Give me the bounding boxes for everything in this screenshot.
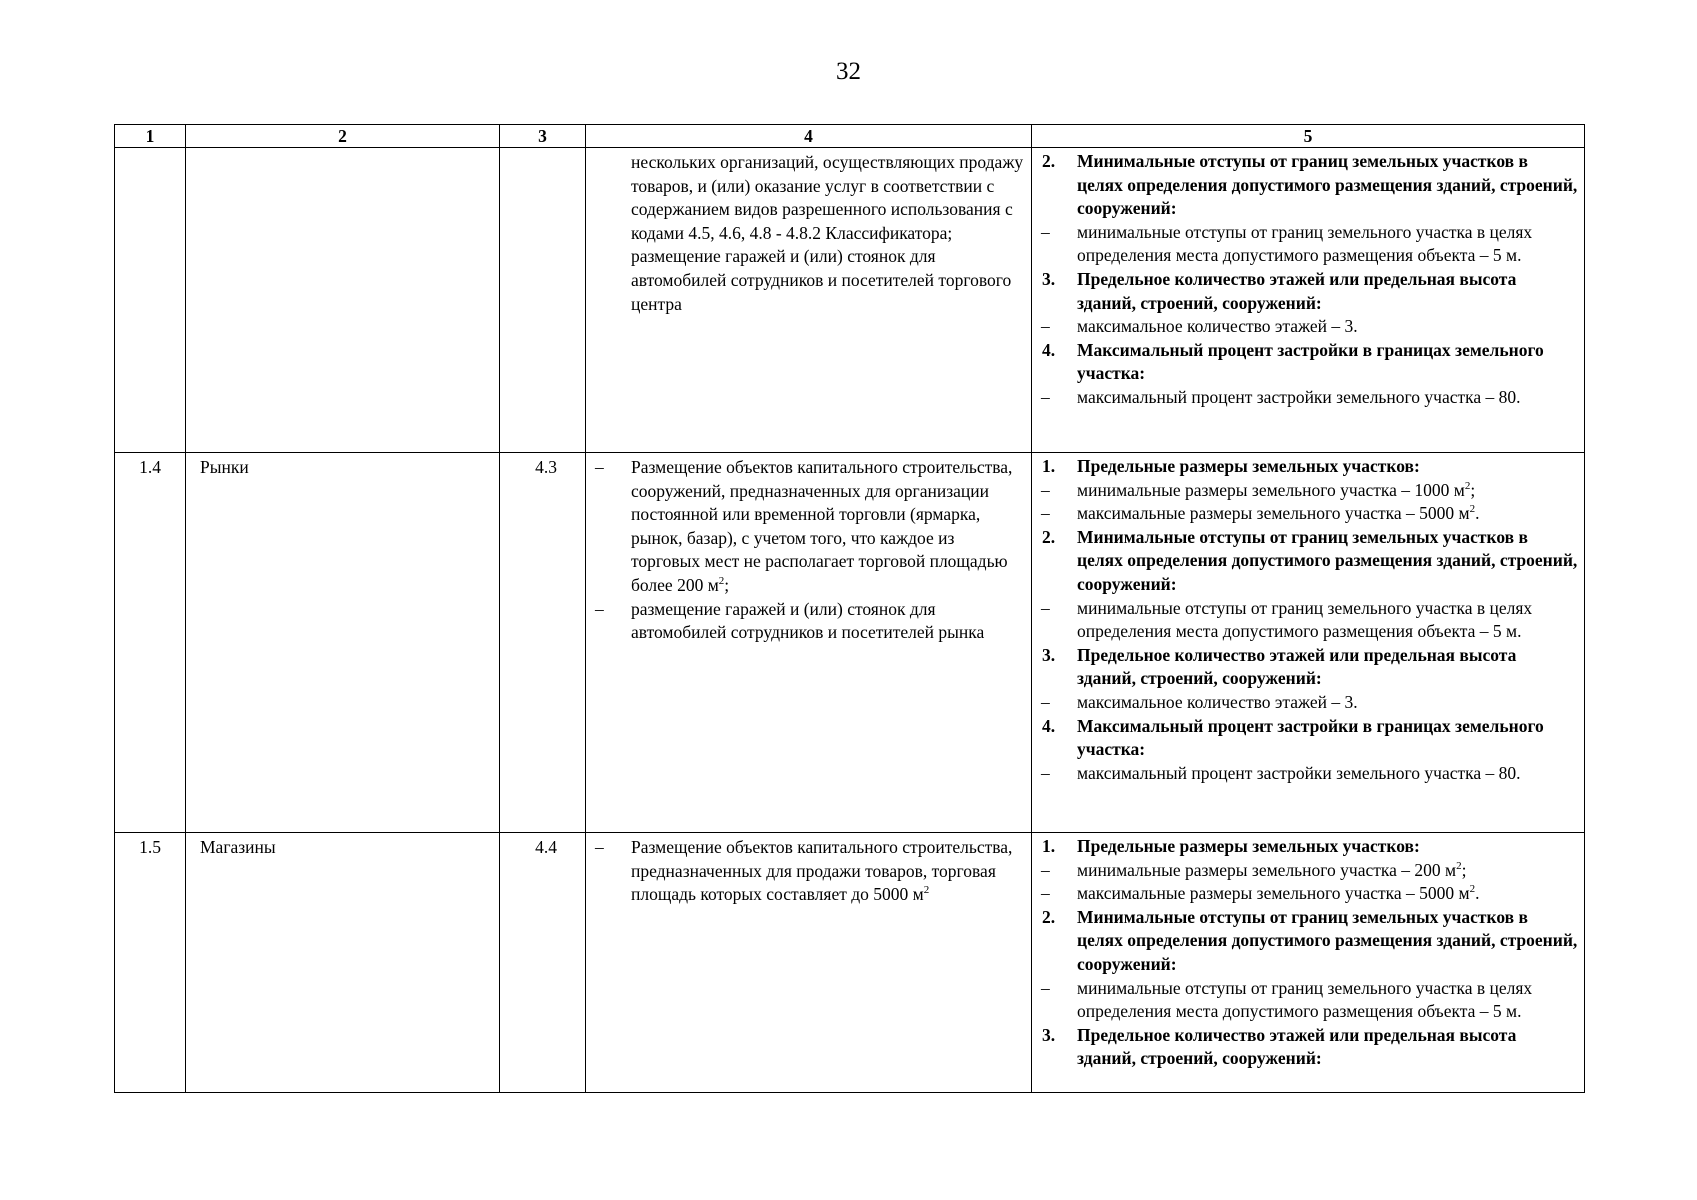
parameter-item	[1032, 977, 1578, 1024]
section-number: 2.	[1042, 526, 1056, 547]
parameter-text: Предельное количество этажей или предельная высота зданий, строений, сооружений:	[1077, 644, 1517, 689]
parameter-heading	[1032, 1024, 1578, 1071]
parameter-item	[1032, 221, 1578, 268]
header-cell: 5	[1032, 125, 1585, 148]
dash-marker: –	[1041, 503, 1050, 524]
use-code-cell: 4.3	[500, 453, 586, 833]
parameter-heading	[1032, 906, 1578, 977]
parameter-heading	[1032, 835, 1578, 859]
parameter-item	[1032, 386, 1578, 410]
parameter-item	[1032, 502, 1578, 526]
section-number: 4.	[1042, 339, 1056, 360]
parameters-cell	[1032, 148, 1585, 453]
dash-marker: –	[595, 457, 604, 477]
parameter-heading	[1032, 526, 1578, 597]
header-cell: 3	[500, 125, 586, 148]
parameter-text: минимальные размеры земельного участка – 200 м	[1077, 859, 1457, 880]
page-number: 32	[836, 58, 861, 85]
description-text: Размещение объектов капитального строительства, предназначенных для продажи товаров, торговая площадь которых составляет до 5000 м	[631, 837, 1013, 905]
use-name-cell: Магазины	[186, 833, 500, 1093]
parameters-cell	[1032, 453, 1585, 833]
dash-marker: –	[1041, 691, 1050, 712]
parameter-text: максимальные размеры земельного участка – 5000 м	[1077, 883, 1470, 904]
description-item	[586, 598, 1025, 645]
parameter-text: Предельные размеры земельных участков:	[1077, 836, 1420, 856]
description-cell	[586, 453, 1032, 833]
parameter-heading	[1032, 455, 1578, 479]
dash-marker: –	[1041, 479, 1050, 500]
parameter-text: максимальный процент застройки земельного участка – 80.	[1077, 386, 1521, 407]
use-code-cell	[500, 148, 586, 453]
punctuation: ;	[1470, 479, 1476, 500]
section-number: 3.	[1042, 268, 1056, 289]
parameter-heading	[1032, 339, 1578, 386]
superscript: 2	[923, 884, 930, 897]
parameter-item	[1032, 762, 1578, 786]
punctuation: .	[1475, 883, 1480, 904]
table-row	[115, 148, 1585, 453]
regulations-table	[114, 124, 1585, 1093]
use-name-cell	[186, 148, 500, 453]
dash-marker: –	[595, 837, 604, 857]
dash-marker: –	[1041, 316, 1050, 337]
description-cell	[586, 148, 1032, 453]
superscript: 2	[1456, 859, 1462, 872]
section-number: 2.	[1042, 151, 1056, 171]
parameter-item	[1032, 859, 1578, 883]
section-number: 3.	[1042, 644, 1056, 665]
parameter-text: Максимальный процент застройки в границах земельного участка:	[1077, 339, 1544, 384]
dash-marker: –	[1041, 883, 1050, 904]
parameter-text: минимальные отступы от границ земельного участка в целях определения места допустимого размещения объекта – 5 м.	[1077, 977, 1533, 1022]
dash-marker: –	[1041, 221, 1050, 242]
punctuation: ;	[724, 574, 730, 595]
row-number-cell: 1.4	[115, 453, 186, 833]
parameter-text: максимальное количество этажей – 3.	[1077, 691, 1358, 712]
section-number: 2.	[1042, 906, 1056, 927]
parameter-heading	[1032, 644, 1578, 691]
description-item	[586, 836, 1025, 907]
use-name-cell: Рынки	[186, 453, 500, 833]
dash-marker: –	[1041, 859, 1050, 880]
parameter-text: Минимальные отступы от границ земельных участков в целях определения допустимого размещения зданий, строений, сооружений:	[1077, 906, 1578, 974]
header-cell: 4	[586, 125, 1032, 148]
parameter-text: минимальные размеры земельного участка – 1000 м	[1077, 479, 1465, 500]
superscript: 2	[718, 575, 725, 588]
description-item	[586, 456, 1025, 598]
parameter-item	[1032, 882, 1578, 906]
description-text: размещение гаражей и (или) стоянок для автомобилей сотрудников и посетителей рынка	[631, 598, 985, 643]
dash-marker: –	[595, 598, 604, 619]
parameter-item	[1032, 691, 1578, 715]
table-row	[115, 833, 1585, 1093]
parameter-text: минимальные отступы от границ земельного участка в целях определения места допустимого размещения объекта – 5 м.	[1077, 221, 1533, 266]
dash-marker: –	[1041, 762, 1050, 783]
parameter-heading	[1032, 268, 1578, 315]
parameter-item	[1032, 597, 1578, 644]
section-number: 1.	[1042, 456, 1056, 476]
description-text: Размещение объектов капитального строительства, сооружений, предназначенных для организации постоянной или временной торговли (ярмарка, рынок, базар), с учетом того, что каждое из торговых мест не располагает торговой площадью более 200 м	[631, 457, 1013, 595]
parameter-heading	[1032, 150, 1578, 221]
dash-marker: –	[1041, 386, 1050, 407]
parameter-text: Максимальный процент застройки в границах земельного участка:	[1077, 715, 1544, 760]
use-code-cell: 4.4	[500, 833, 586, 1093]
section-number: 3.	[1042, 1024, 1056, 1045]
punctuation: .	[1475, 503, 1480, 524]
punctuation: ;	[1461, 859, 1467, 880]
parameter-item	[1032, 479, 1578, 503]
description-text: нескольких организаций, осуществляющих продажу товаров, и (или) оказание услуг в соответствии с содержанием видов разрешенного использования с кодами 4.5, 4.6, 4.8 - 4.8.2 Классификатора; размещение гаражей и (или) стоянок для автомобилей сотрудников и посетителей торгового центра	[631, 152, 1024, 314]
superscript: 2	[1469, 503, 1476, 516]
parameters-cell	[1032, 833, 1585, 1093]
parameter-text: максимальное количество этажей – 3.	[1077, 316, 1358, 337]
parameter-text: минимальные отступы от границ земельного участка в целях определения места допустимого размещения объекта – 5 м.	[1077, 597, 1533, 642]
superscript: 2	[1469, 883, 1476, 896]
parameter-text: Предельное количество этажей или предельная высота зданий, строений, сооружений:	[1077, 1024, 1517, 1069]
description-item	[586, 151, 1025, 316]
section-number: 1.	[1042, 836, 1056, 856]
row-number-cell: 1.5	[115, 833, 186, 1093]
parameter-text: Предельное количество этажей или предельная высота зданий, строений, сооружений:	[1077, 268, 1517, 313]
superscript: 2	[1464, 479, 1471, 492]
dash-marker: –	[1041, 597, 1050, 618]
description-cell	[586, 833, 1032, 1093]
row-number-cell	[115, 148, 186, 453]
parameter-text: Предельные размеры земельных участков:	[1077, 456, 1420, 476]
section-number: 4.	[1042, 715, 1056, 736]
table-row	[115, 453, 1585, 833]
parameter-text: максимальные размеры земельного участка – 5000 м	[1077, 503, 1470, 524]
header-cell: 2	[186, 125, 500, 148]
parameter-text: Минимальные отступы от границ земельных участков в целях определения допустимого размещения зданий, строений, сооружений:	[1077, 526, 1578, 594]
parameter-item	[1032, 315, 1578, 339]
header-cell: 1	[115, 125, 186, 148]
parameter-text: максимальный процент застройки земельного участка – 80.	[1077, 762, 1521, 783]
dash-marker: –	[1041, 977, 1050, 998]
parameter-text: Минимальные отступы от границ земельных участков в целях определения допустимого размещения зданий, строений, сооружений:	[1077, 151, 1578, 219]
table-header-row	[115, 125, 1585, 148]
parameter-heading	[1032, 715, 1578, 762]
